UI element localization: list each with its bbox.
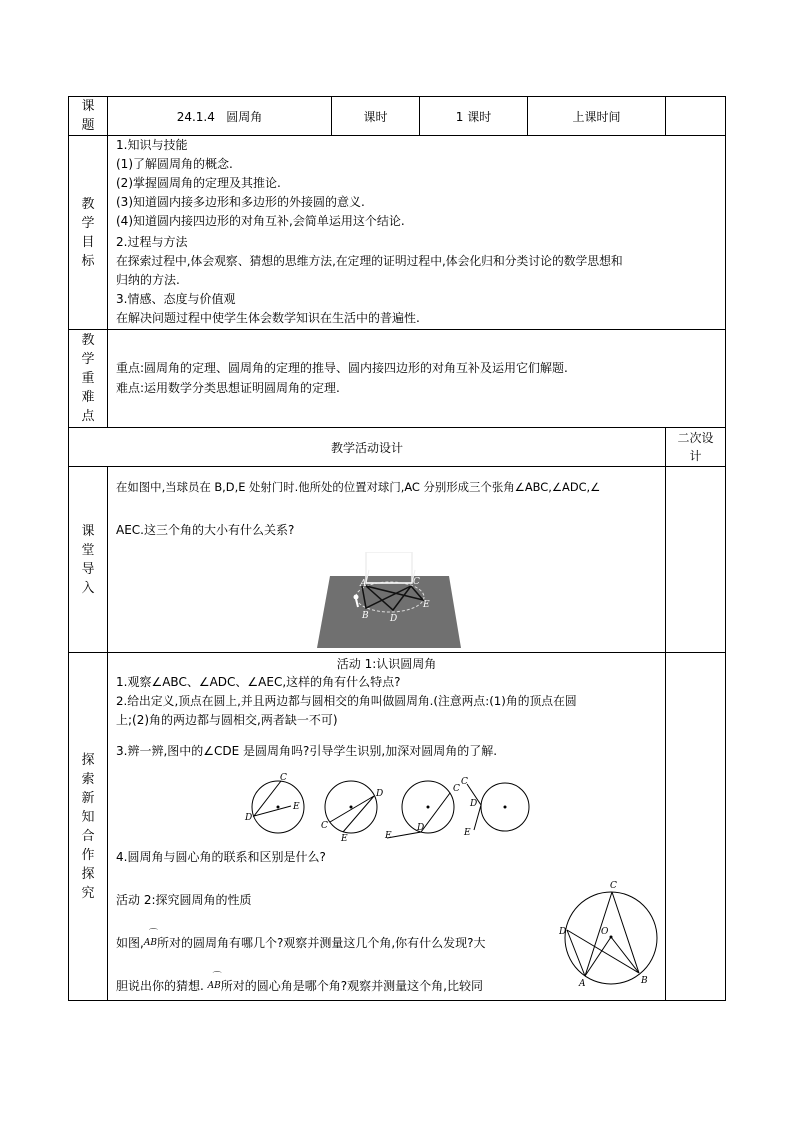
explore-p1	[116, 972, 483, 996]
arc-label: AB	[207, 981, 221, 991]
explore-q3: 3.辨一辨,图中的∠CDE 是圆周角吗?引导学生识别,加深对圆周角的了解.	[116, 744, 498, 758]
label-char: 学	[81, 352, 95, 367]
label-char: 点	[81, 409, 95, 424]
text: 胆说出你的猜想.	[116, 979, 208, 993]
intro-label	[69, 467, 107, 652]
label-e: E	[385, 831, 392, 841]
objective-line: 1.知识与技能	[116, 138, 188, 152]
label-a: A	[360, 579, 367, 589]
label-char: 知	[81, 809, 95, 825]
label-char: 作	[81, 847, 95, 863]
objective-line: 归纳的方法.	[116, 273, 180, 287]
label-char: 课	[81, 523, 95, 539]
explore-p1	[116, 929, 486, 953]
intro-text: AEC.这三个角的大小有什么关系?	[116, 523, 295, 537]
label-char: 重	[81, 371, 95, 386]
key-points-label	[69, 330, 107, 427]
explore-q2: 上;(2)角的两边都与圆相交,两者缺一不可)	[116, 713, 338, 727]
explore-q1: 1.观察∠ABC、∠ADC、∠AEC,这样的角有什么特点?	[116, 675, 401, 689]
label-char: 教	[81, 196, 95, 212]
col-divider	[107, 466, 108, 1000]
label-c: C	[610, 881, 617, 891]
label-char: 标	[81, 253, 95, 269]
label-c: C	[280, 773, 287, 783]
label-char: 入	[81, 580, 95, 596]
label-c: C	[461, 777, 468, 787]
text: 所对的圆周角有哪几个?观察并测量这几个角,你有什么发现?大	[156, 936, 486, 950]
key-point-line: 难点:运用数学分类思想证明圆周角的定理.	[116, 381, 340, 395]
label-char: 堂	[81, 542, 95, 558]
label-char: 探	[81, 866, 95, 882]
label-d: D	[245, 813, 253, 823]
arc-symbol-icon: ⌒	[148, 929, 158, 939]
objective-line: 在解决问题过程中使学生体会数学知识在生活中的普遍性.	[116, 311, 420, 325]
label-d: D	[376, 789, 384, 799]
intro-text: 在如图中,当球员在 B,D,E 处射门时.他所处的位置对球门,AC 分别形成三个张角∠ABC,∠ADC,∠	[116, 480, 601, 494]
label-c: C	[413, 577, 420, 587]
label-e: E	[423, 600, 430, 610]
objective-line: (1)了解圆周角的概念.	[116, 157, 233, 171]
arc-label: AB	[143, 938, 157, 948]
label-char: 题	[81, 118, 95, 133]
objectives-label	[69, 136, 107, 329]
label-char: 导	[81, 561, 95, 577]
lesson-title	[108, 97, 331, 135]
activity-design-title: 教学活动设计	[330, 440, 403, 455]
label-d: D	[559, 927, 567, 937]
soccer-goal-figure	[315, 552, 465, 650]
arc-ab	[143, 929, 158, 953]
lesson-title-text: 24.1.4 圆周角	[176, 109, 263, 124]
row-divider	[69, 329, 725, 330]
activity2-title: 活动 2:探究圆周角的性质	[116, 893, 252, 907]
label-c: C	[453, 784, 460, 794]
label-char: 课	[81, 99, 95, 114]
objective-line: 在探索过程中,体会观察、猜想的思维方法,在定理的证明过程中,体会化归和分类讨论的数学思想和	[116, 254, 623, 268]
label-c: C	[321, 821, 328, 831]
arc-ab	[207, 972, 222, 996]
label-d: D	[470, 799, 478, 809]
circumferential-angle-quiz-figure	[241, 772, 541, 842]
label-char: 学	[81, 215, 95, 231]
objective-line: 3.情感、态度与价值观	[116, 292, 236, 306]
inscribed-angle-figure	[559, 879, 663, 991]
label-char: 难	[81, 390, 95, 405]
objective-line: 2.过程与方法	[116, 235, 188, 249]
explore-label	[69, 653, 107, 1000]
objective-line: (3)知道圆内接多边形和多边形的外接圆的意义.	[116, 195, 365, 209]
lesson-plan-table	[68, 96, 726, 1001]
class-time-value	[666, 97, 725, 135]
label-b: B	[362, 611, 369, 621]
header-label	[69, 97, 107, 135]
class-time-label: 上课时间	[572, 109, 621, 124]
label-char: 究	[81, 885, 95, 901]
label-char: 目	[81, 234, 95, 250]
label-d: D	[390, 614, 398, 624]
label-b: B	[641, 976, 648, 986]
label-char: 探	[81, 752, 95, 768]
label-char: 索	[81, 771, 95, 787]
label-d: D	[417, 823, 425, 833]
label-e: E	[341, 834, 348, 842]
player-figure	[354, 595, 359, 600]
col-divider	[107, 97, 108, 427]
key-point-line: 重点:圆周角的定理、圆周角的定理的推导、圆内接四边形的对角互补及运用它们解题.	[116, 361, 568, 375]
text: 所对的圆心角是哪个角?观察并测量这个角,比较同	[220, 979, 483, 993]
label-e: E	[464, 828, 471, 838]
row-divider	[69, 466, 725, 467]
label-char: 合	[81, 828, 95, 844]
second-design-text: 计	[689, 449, 702, 463]
explore-q4: 4.圆周角与圆心角的联系和区别是什么?	[116, 850, 326, 864]
label-char: 新	[81, 790, 95, 806]
period-label: 课时	[363, 109, 388, 124]
explore-q2: 2.给出定义,顶点在圆上,并且两边都与圆相交的角叫做圆周角.(注意两点:(1)角的顶点在圆	[116, 694, 577, 708]
label-char: 教	[81, 333, 95, 348]
text: 如图,	[116, 936, 144, 950]
arc-symbol-icon: ⌒	[212, 972, 222, 982]
label-a: A	[579, 979, 586, 989]
second-design-label	[666, 428, 725, 466]
label-e: E	[293, 802, 300, 812]
objective-line: (2)掌握圆周角的定理及其推论.	[116, 176, 281, 190]
label-o: O	[601, 927, 609, 937]
col-divider	[665, 427, 666, 1000]
activity1-title: 活动 1:认识圆周角	[336, 656, 437, 671]
objective-line: (4)知道圆内接四边形的对角互补,会简单运用这个结论.	[116, 214, 405, 228]
period-value: 1 课时	[455, 109, 492, 124]
second-design-text: 二次设	[677, 431, 714, 445]
